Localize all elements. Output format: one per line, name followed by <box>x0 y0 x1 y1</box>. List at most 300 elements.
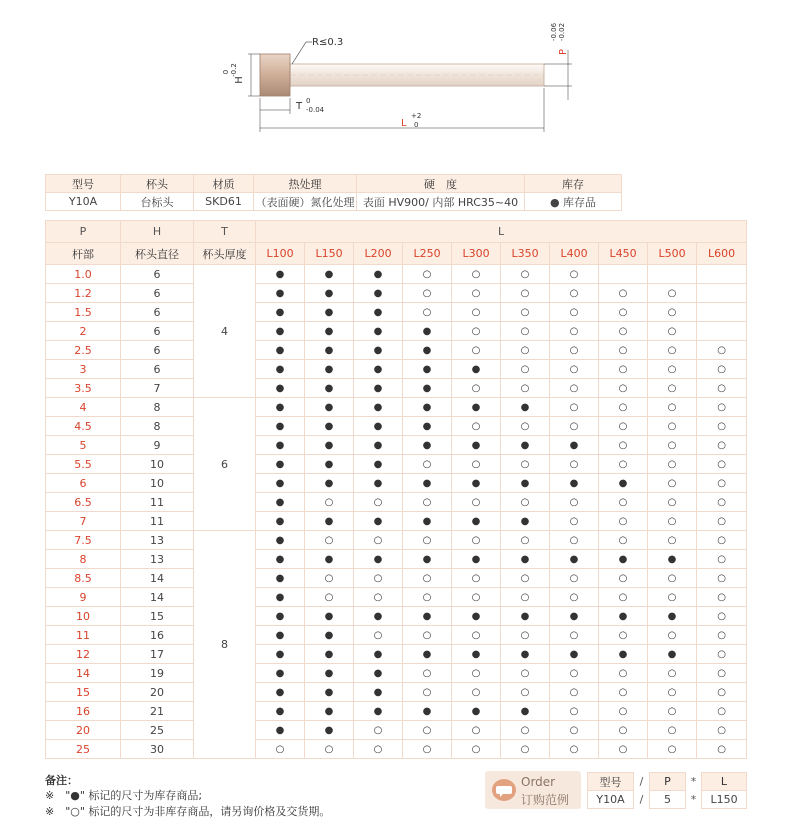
stock-mark: ● <box>256 531 305 550</box>
ejector-pin-drawing <box>220 10 580 140</box>
stock-mark: ○ <box>501 493 550 512</box>
stock-mark: ○ <box>452 664 501 683</box>
pin-head <box>260 54 290 96</box>
stock-mark: ○ <box>697 740 747 759</box>
stock-mark: ○ <box>697 379 747 398</box>
stock-mark: ○ <box>305 531 354 550</box>
stock-mark: ● <box>305 455 354 474</box>
stock-mark: ● <box>256 607 305 626</box>
stock-mark: ○ <box>648 436 697 455</box>
stock-mark: ○ <box>256 740 305 759</box>
stock-mark: ○ <box>550 398 599 417</box>
stock-mark: ● <box>403 474 452 493</box>
stock-mark: ● <box>550 436 599 455</box>
p-value: 4.5 <box>46 417 121 436</box>
stock-mark: ● <box>256 379 305 398</box>
stock-mark: ○ <box>648 683 697 702</box>
stock-mark: ● <box>305 322 354 341</box>
stock-mark: ○ <box>354 569 403 588</box>
order-sep-2: * <box>690 775 697 788</box>
stock-mark: ● <box>305 683 354 702</box>
table-row <box>46 398 747 417</box>
stock-mark: ○ <box>501 683 550 702</box>
stock-mark: ○ <box>697 455 747 474</box>
stock-mark: ● <box>256 436 305 455</box>
stock-mark: ● <box>354 683 403 702</box>
stock-mark: ○ <box>550 740 599 759</box>
stock-mark: ○ <box>305 569 354 588</box>
stock-mark: ○ <box>599 721 648 740</box>
l-label: L <box>401 118 407 129</box>
stock-mark: ● <box>452 607 501 626</box>
spec-stock: ● 库存品 <box>525 193 622 211</box>
header-l600: L600 <box>697 243 747 265</box>
h-value: 13 <box>121 550 194 569</box>
h-value: 17 <box>121 645 194 664</box>
stock-mark: ● <box>550 645 599 664</box>
p-value: 15 <box>46 683 121 702</box>
stock-mark: ● <box>354 664 403 683</box>
stock-mark: ○ <box>648 474 697 493</box>
notes-title <box>45 772 78 788</box>
stock-mark: ○ <box>550 341 599 360</box>
table-row <box>46 626 747 645</box>
h-value: 10 <box>121 455 194 474</box>
t-label: T <box>296 101 303 112</box>
stock-mark: ● <box>354 284 403 303</box>
stock-mark: ● <box>305 474 354 493</box>
t-value: 4 <box>194 265 256 398</box>
stock-mark: ● <box>256 645 305 664</box>
stock-mark: ● <box>354 360 403 379</box>
stock-mark: ○ <box>550 664 599 683</box>
table-row <box>46 417 747 436</box>
stock-mark: ○ <box>550 284 599 303</box>
stock-mark: ● <box>256 683 305 702</box>
stock-mark: ○ <box>501 588 550 607</box>
stock-mark: ○ <box>599 531 648 550</box>
spec-header-heat: 热处理 <box>254 175 357 193</box>
stock-mark: ○ <box>648 721 697 740</box>
stock-mark: ○ <box>648 740 697 759</box>
stock-mark: ● <box>305 341 354 360</box>
stock-mark: ○ <box>452 721 501 740</box>
stock-mark: ○ <box>648 493 697 512</box>
stock-mark: ○ <box>697 531 747 550</box>
size-table <box>45 220 747 759</box>
p-value: 8 <box>46 550 121 569</box>
stock-mark: ○ <box>403 721 452 740</box>
stock-mark: ● <box>256 455 305 474</box>
stock-mark: ● <box>305 436 354 455</box>
stock-mark: ● <box>305 512 354 531</box>
h-tol-bottom: -0.2 <box>230 63 238 77</box>
stock-mark: ○ <box>599 664 648 683</box>
h-label: H <box>234 76 245 84</box>
table-row <box>46 664 747 683</box>
note-2-prefix: ※ "○" <box>45 805 85 818</box>
stock-mark: ● <box>501 436 550 455</box>
stock-mark: ● <box>501 607 550 626</box>
stock-mark: ○ <box>648 702 697 721</box>
stock-mark: ● <box>305 360 354 379</box>
header-p: P <box>46 221 121 243</box>
stock-mark: ● <box>354 512 403 531</box>
stock-mark: ○ <box>550 322 599 341</box>
stock-mark: ● <box>501 550 550 569</box>
stock-mark <box>648 265 697 284</box>
stock-mark: ● <box>354 436 403 455</box>
stock-mark <box>697 265 747 284</box>
size-header-row-2 <box>46 243 747 265</box>
table-row <box>46 512 747 531</box>
stock-mark: ● <box>256 664 305 683</box>
stock-mark: ○ <box>550 702 599 721</box>
stock-mark: ○ <box>550 493 599 512</box>
table-row <box>46 645 747 664</box>
stock-mark: ● <box>452 645 501 664</box>
p-value: 11 <box>46 626 121 645</box>
order-l: L150 <box>702 791 747 809</box>
header-l400: L400 <box>550 243 599 265</box>
h-value: 19 <box>121 664 194 683</box>
t-tol-top: 0 <box>306 97 311 105</box>
stock-mark: ● <box>354 645 403 664</box>
stock-mark: ○ <box>452 284 501 303</box>
order-header-l: L <box>702 773 747 791</box>
stock-mark: ○ <box>648 341 697 360</box>
stock-mark <box>697 322 747 341</box>
stock-mark: ○ <box>599 417 648 436</box>
stock-mark: ○ <box>403 626 452 645</box>
stock-mark: ○ <box>599 588 648 607</box>
stock-mark: ● <box>354 322 403 341</box>
stock-mark: ○ <box>599 360 648 379</box>
stock-mark: ● <box>256 474 305 493</box>
stock-mark: ● <box>403 341 452 360</box>
note-2-text: 标记的尺寸为非库存商品，请另询价格及交货期。 <box>88 805 331 818</box>
h-value: 6 <box>121 303 194 322</box>
stock-mark: ○ <box>501 721 550 740</box>
table-row <box>46 550 747 569</box>
stock-mark: ● <box>452 550 501 569</box>
spec-header-material: 材质 <box>194 175 254 193</box>
p-value: 8.5 <box>46 569 121 588</box>
stock-mark: ○ <box>501 417 550 436</box>
stock-mark: ○ <box>648 303 697 322</box>
table-row <box>46 455 747 474</box>
stock-mark: ○ <box>550 360 599 379</box>
stock-mark: ○ <box>403 284 452 303</box>
stock-mark: ○ <box>599 455 648 474</box>
stock-mark: ○ <box>599 512 648 531</box>
stock-mark: ● <box>256 360 305 379</box>
stock-mark: ○ <box>403 531 452 550</box>
stock-mark: ○ <box>697 645 747 664</box>
order-sep-1: / <box>639 775 644 788</box>
stock-mark <box>697 303 747 322</box>
order-header-model: 型号 <box>588 773 634 791</box>
stock-mark: ● <box>305 379 354 398</box>
table-row <box>46 303 747 322</box>
stock-mark: ○ <box>599 626 648 645</box>
stock-mark: ○ <box>697 702 747 721</box>
p-value: 20 <box>46 721 121 740</box>
stock-mark: ● <box>354 474 403 493</box>
stock-mark: ● <box>452 398 501 417</box>
stock-mark: ● <box>256 721 305 740</box>
stock-mark: ● <box>305 702 354 721</box>
spec-header-stock: 库存 <box>525 175 622 193</box>
stock-mark: ○ <box>501 740 550 759</box>
stock-mark: ● <box>501 702 550 721</box>
stock-mark: ● <box>354 265 403 284</box>
h-value: 6 <box>121 284 194 303</box>
stock-mark: ○ <box>599 740 648 759</box>
p-value: 7.5 <box>46 531 121 550</box>
stock-mark: ○ <box>697 588 747 607</box>
stock-mark: ● <box>256 303 305 322</box>
size-header-row-1 <box>46 221 747 243</box>
stock-mark: ○ <box>648 588 697 607</box>
stock-mark: ● <box>354 398 403 417</box>
stock-mark: ● <box>403 436 452 455</box>
header-l150: L150 <box>305 243 354 265</box>
h-value: 14 <box>121 588 194 607</box>
table-row <box>46 683 747 702</box>
stock-mark: ● <box>403 322 452 341</box>
stock-mark: ○ <box>452 417 501 436</box>
stock-mark: ● <box>599 550 648 569</box>
stock-mark: ○ <box>697 664 747 683</box>
stock-mark: ○ <box>501 322 550 341</box>
stock-mark: ○ <box>501 379 550 398</box>
table-row <box>46 607 747 626</box>
stock-mark: ○ <box>550 455 599 474</box>
spec-table <box>45 174 622 211</box>
h-value: 25 <box>121 721 194 740</box>
stock-mark: ○ <box>452 569 501 588</box>
stock-mark: ○ <box>599 436 648 455</box>
order-en-label: Order <box>521 775 556 789</box>
stock-mark: ○ <box>648 531 697 550</box>
stock-mark: ○ <box>501 626 550 645</box>
order-p: 5 <box>650 791 686 809</box>
header-shaft: 杆部 <box>46 243 121 265</box>
header-head-diameter: 杯头直径 <box>121 243 194 265</box>
stock-mark: ● <box>648 607 697 626</box>
stock-mark: ○ <box>697 493 747 512</box>
stock-mark: ○ <box>550 265 599 284</box>
stock-mark: ● <box>305 284 354 303</box>
stock-mark: ○ <box>648 664 697 683</box>
h-value: 6 <box>121 265 194 284</box>
stock-mark: ○ <box>648 512 697 531</box>
stock-mark: ○ <box>599 284 648 303</box>
header-head-thickness: 杯头厚度 <box>194 243 256 265</box>
p-label: P <box>558 48 569 56</box>
table-row <box>46 322 747 341</box>
order-example-table <box>587 772 747 809</box>
r-label: R≤0.3 <box>312 37 344 48</box>
stock-mark: ● <box>305 664 354 683</box>
stock-mark: ○ <box>550 379 599 398</box>
stock-mark: ○ <box>354 493 403 512</box>
table-row <box>46 284 747 303</box>
stock-mark <box>599 265 648 284</box>
table-row <box>46 569 747 588</box>
spec-model: Y10A <box>46 193 121 211</box>
h-value: 11 <box>121 512 194 531</box>
note-1-prefix: ※ "●" <box>45 789 85 802</box>
stock-mark: ○ <box>452 683 501 702</box>
stock-mark: ○ <box>550 721 599 740</box>
stock-mark: ● <box>501 512 550 531</box>
stock-mark: ● <box>256 626 305 645</box>
stock-mark: ○ <box>648 417 697 436</box>
stock-mark: ○ <box>501 265 550 284</box>
stock-mark: ● <box>256 702 305 721</box>
stock-mark: ○ <box>648 379 697 398</box>
l-tol-bottom: 0 <box>414 121 419 129</box>
stock-mark: ○ <box>550 531 599 550</box>
stock-mark: ● <box>256 493 305 512</box>
stock-mark: ○ <box>452 588 501 607</box>
stock-mark: ● <box>256 417 305 436</box>
stock-mark: ● <box>452 512 501 531</box>
p-value: 3.5 <box>46 379 121 398</box>
spec-material: SKD61 <box>194 193 254 211</box>
header-h: H <box>121 221 194 243</box>
p-value: 1.0 <box>46 265 121 284</box>
stock-mark: ○ <box>550 569 599 588</box>
note-1-text: 标记的尺寸为库存商品; <box>88 789 203 802</box>
stock-mark: ● <box>403 398 452 417</box>
stock-mark: ○ <box>403 740 452 759</box>
stock-mark: ○ <box>648 569 697 588</box>
stock-mark: ○ <box>403 303 452 322</box>
stock-mark: ○ <box>403 455 452 474</box>
order-value-row <box>588 791 747 809</box>
order-example-badge <box>485 771 581 809</box>
stock-mark: ● <box>403 607 452 626</box>
stock-mark: ● <box>403 550 452 569</box>
stock-mark: ○ <box>354 740 403 759</box>
stock-mark: ○ <box>501 455 550 474</box>
h-value: 9 <box>121 436 194 455</box>
header-l500: L500 <box>648 243 697 265</box>
h-value: 6 <box>121 360 194 379</box>
stock-mark: ○ <box>697 607 747 626</box>
stock-mark: ○ <box>599 493 648 512</box>
stock-mark: ○ <box>501 341 550 360</box>
stock-mark: ○ <box>697 683 747 702</box>
stock-mark: ● <box>501 398 550 417</box>
stock-mark: ● <box>305 303 354 322</box>
p-value: 25 <box>46 740 121 759</box>
stock-mark: ● <box>599 645 648 664</box>
stock-mark: ○ <box>697 398 747 417</box>
order-sep-3: / <box>639 793 644 806</box>
stock-mark: ○ <box>599 398 648 417</box>
stock-mark: ● <box>256 265 305 284</box>
stock-mark: ○ <box>452 740 501 759</box>
table-row <box>46 265 747 284</box>
stock-mark: ● <box>305 398 354 417</box>
stock-mark: ● <box>354 417 403 436</box>
header-l: L <box>256 221 747 243</box>
stock-mark: ● <box>452 702 501 721</box>
stock-mark: ● <box>256 569 305 588</box>
header-l450: L450 <box>599 243 648 265</box>
stock-mark: ● <box>403 512 452 531</box>
stock-mark: ○ <box>452 303 501 322</box>
table-row <box>46 360 747 379</box>
notes-title-text: 备注： <box>45 774 78 787</box>
stock-mark: ○ <box>550 417 599 436</box>
stock-mark: ○ <box>452 626 501 645</box>
header-l350: L350 <box>501 243 550 265</box>
stock-mark: ● <box>501 474 550 493</box>
note-line-2 <box>45 803 330 819</box>
t-value: 6 <box>194 398 256 531</box>
header-l200: L200 <box>354 243 403 265</box>
table-row <box>46 702 747 721</box>
stock-mark: ○ <box>599 341 648 360</box>
stock-mark: ○ <box>648 284 697 303</box>
t-tol-bottom: -0.04 <box>306 106 325 114</box>
stock-mark: ● <box>354 607 403 626</box>
stock-mark: ○ <box>599 702 648 721</box>
stock-mark: ○ <box>354 721 403 740</box>
h-value: 8 <box>121 417 194 436</box>
h-value: 20 <box>121 683 194 702</box>
h-value: 14 <box>121 569 194 588</box>
p-tol-bottom: -0.02 <box>558 22 566 42</box>
stock-mark: ○ <box>452 341 501 360</box>
stock-mark: ● <box>305 645 354 664</box>
stock-mark: ○ <box>501 303 550 322</box>
stock-mark: ● <box>648 550 697 569</box>
stock-mark: ● <box>354 303 403 322</box>
stock-mark: ● <box>305 607 354 626</box>
stock-mark: ● <box>354 341 403 360</box>
p-value: 9 <box>46 588 121 607</box>
order-header-p: P <box>650 773 686 791</box>
order-cn-label: 订购范例 <box>521 793 570 807</box>
table-row <box>46 474 747 493</box>
stock-mark: ○ <box>697 550 747 569</box>
p-value: 12 <box>46 645 121 664</box>
stock-mark: ● <box>403 645 452 664</box>
stock-mark: ○ <box>697 474 747 493</box>
table-row <box>46 341 747 360</box>
table-row <box>46 436 747 455</box>
stock-mark: ● <box>256 550 305 569</box>
l-tol-top: +2 <box>411 112 422 120</box>
h-value: 30 <box>121 740 194 759</box>
p-value: 1.2 <box>46 284 121 303</box>
spec-header-model: 型号 <box>46 175 121 193</box>
stock-mark: ○ <box>599 303 648 322</box>
stock-mark: ○ <box>648 455 697 474</box>
p-value: 2 <box>46 322 121 341</box>
p-value: 3 <box>46 360 121 379</box>
stock-mark: ○ <box>403 683 452 702</box>
table-row <box>46 379 747 398</box>
stock-mark: ● <box>550 474 599 493</box>
p-value: 5.5 <box>46 455 121 474</box>
